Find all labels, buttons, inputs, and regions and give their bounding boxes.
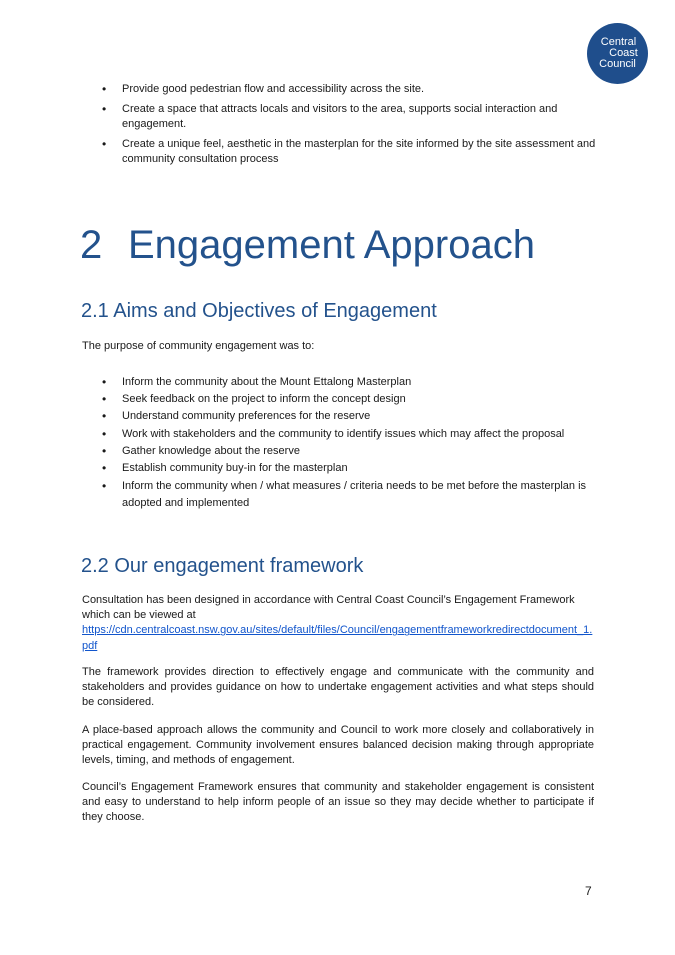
framework-consistency-paragraph: Council’s Engagement Framework ensures that community and stakeholder engagement is consistent and easy to understand to help inform people of an issue so they may decide whether to participate if they choose. bbox=[82, 781, 594, 824]
page-number: 7 bbox=[585, 884, 592, 898]
objectives-bullet-list bbox=[82, 82, 596, 172]
list-item: • Gather knowledge about the reserve bbox=[82, 444, 596, 459]
list-item: • Seek feedback on the project to inform the concept design bbox=[82, 392, 596, 407]
framework-intro-text: Consultation has been designed in accordance with Central Coast Council’s Engagement Framework which can be viewed at bbox=[82, 594, 575, 622]
list-item: • Create a unique feel, aesthetic in the masterplan for the site informed by the site assessment and community consultation process bbox=[82, 137, 596, 167]
council-logo bbox=[587, 23, 648, 84]
list-item: • Create a space that attracts locals and visitors to the area, supports social interaction and engagement. bbox=[82, 102, 596, 132]
place-based-paragraph: A place-based approach allows the community and Council to work more closely and collaboratively in practical engagement. Community involvement ensures balanced decision making through appropriate levels, timing, and methods of engagement. bbox=[82, 724, 594, 767]
subsection-heading-framework: 2.2 Our engagement framework bbox=[81, 555, 364, 577]
logo-text-line2: Coast bbox=[609, 47, 638, 59]
aims-bullet-list bbox=[82, 375, 596, 514]
list-item: • Understand community preferences for the reserve bbox=[82, 409, 596, 424]
engagement-framework-link[interactable]: https://cdn.centralcoast.nsw.gov.au/sites/default/files/Council/engagementframeworkredirectdocument_1.pdf bbox=[82, 624, 593, 652]
logo-text-line1: Central bbox=[600, 36, 637, 48]
list-item: • Work with stakeholders and the community to identify issues which may affect the proposal bbox=[82, 427, 596, 442]
section-number: 2 bbox=[80, 223, 103, 267]
list-item: • Establish community buy-in for the masterplan bbox=[82, 461, 596, 476]
section-title: Engagement Approach bbox=[128, 223, 535, 267]
aims-intro: The purpose of community engagement was to: bbox=[82, 340, 315, 352]
subsection-heading-aims: 2.1 Aims and Objectives of Engagement bbox=[81, 300, 437, 322]
logo-text-line3: Council bbox=[599, 58, 636, 70]
list-item: • Inform the community when / what measures / criteria needs to be met before the masterplan is adopted and implemented bbox=[82, 478, 596, 512]
list-item: • Inform the community about the Mount Ettalong Masterplan bbox=[82, 375, 596, 390]
framework-paragraph bbox=[82, 593, 594, 654]
section-heading bbox=[80, 218, 535, 272]
framework-direction-paragraph: The framework provides direction to effectively engage and communicate with the community and stakeholders and provides guidance on how to undertake engagement activities and what steps should be considered. bbox=[82, 666, 594, 709]
list-item: • Provide good pedestrian flow and accessibility across the site. bbox=[82, 82, 596, 97]
